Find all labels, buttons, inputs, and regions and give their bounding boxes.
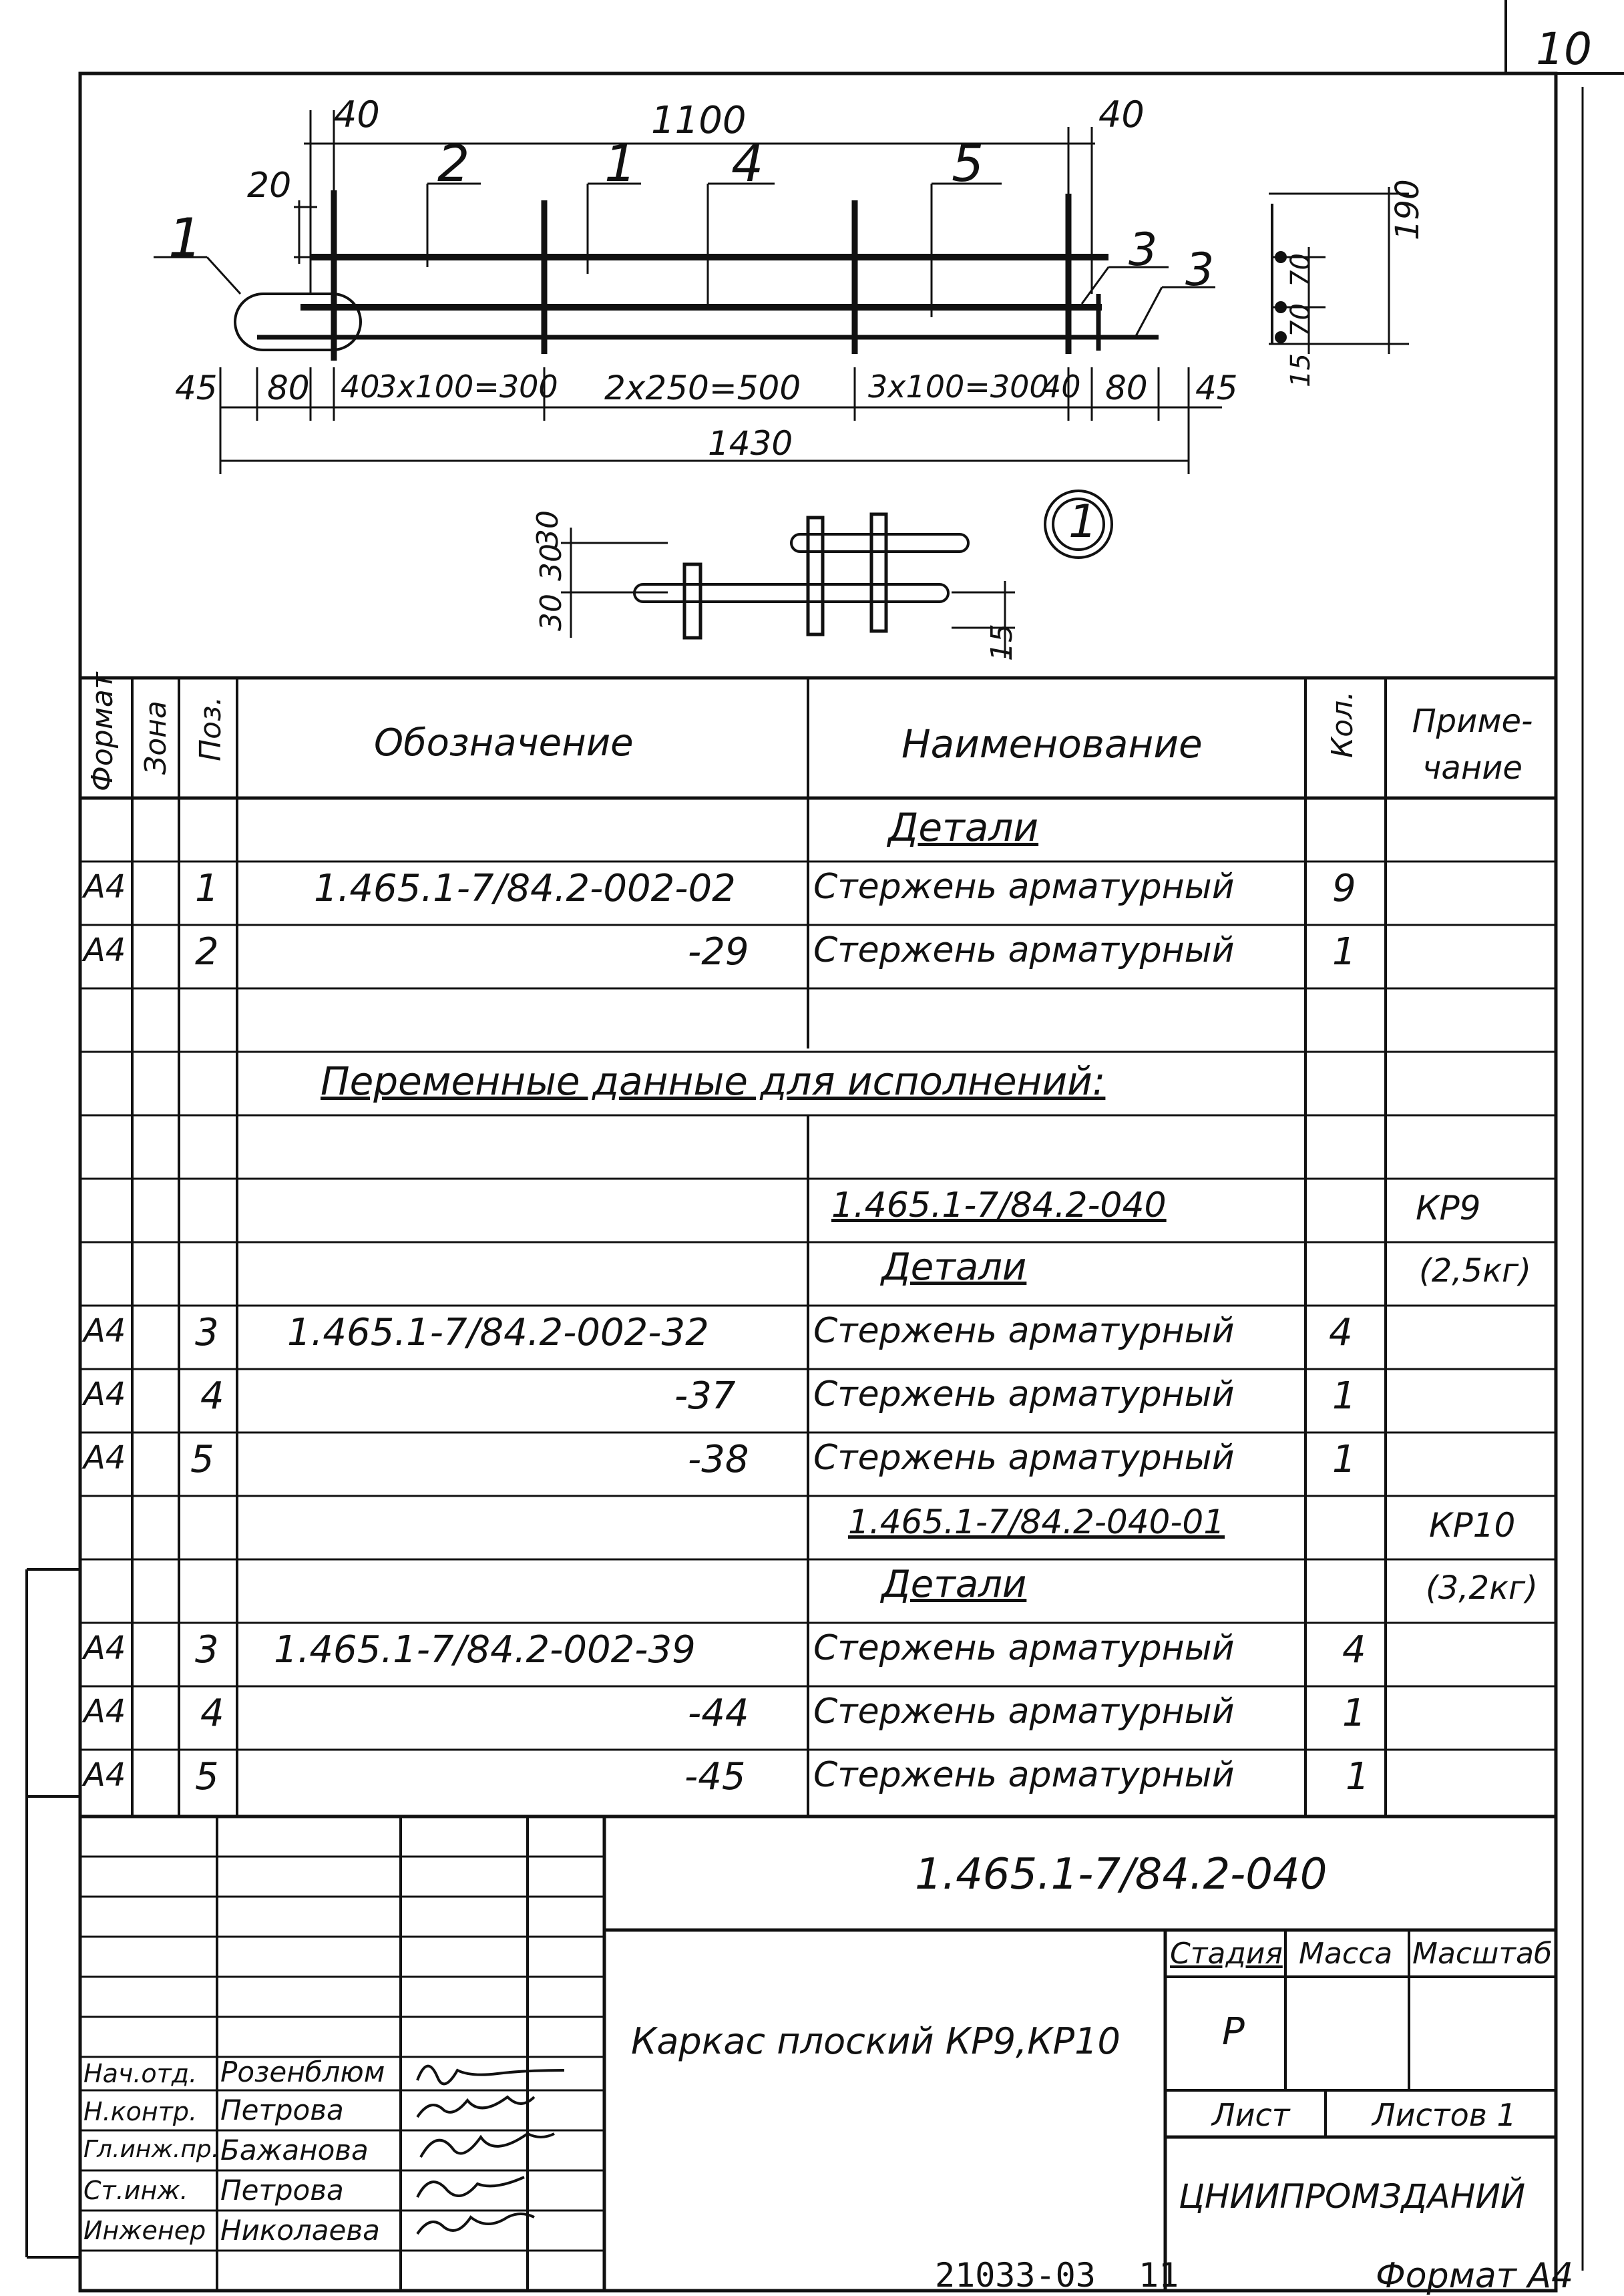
row-0-name: Детали [888,805,1039,850]
dim-bottom-3x100-left: 3x100=300 [377,369,558,405]
row-15-name: Стержень арматурный [813,1755,1235,1795]
row-1-qty: 9 [1332,867,1356,910]
row-8-pos: 3 [195,1311,219,1354]
organization: ЦНИИПРОМЗДАНИЙ [1179,2177,1526,2216]
row-8-name: Стержень арматурный [813,1311,1235,1351]
stage-label: Стадия [1170,1937,1283,1971]
dim-bottom-2x250: 2x250=500 [604,369,801,407]
row-2-format: А4 [83,932,126,969]
bottom-page: 11 [1139,2256,1179,2295]
dim-bottom-80-left: 80 [267,369,310,407]
pos-callout-2: 2 [437,134,470,193]
header-pos: Поз. [194,696,228,761]
sheet-label: Лист [1212,2097,1290,2133]
drawing-title: Каркас плоский КР9,КР10 [631,2020,1121,2062]
row-2-designation: -29 [688,930,749,974]
signer-role-4: Ст.инж. [83,2176,188,2205]
row-8-designation: 1.465.1-7/84.2-002-32 [287,1311,709,1354]
header-note: Приме-чание [1412,703,1533,787]
row-1-pos: 1 [195,867,219,910]
row-8-format: А4 [83,1312,126,1350]
dim-left-offset: 20 [247,166,292,206]
format-label: Формат А4 [1376,2256,1574,2296]
section-dim-190: 190 [1389,179,1426,240]
row-13-pos: 3 [195,1628,219,1672]
sheet-number: 10 [1536,23,1592,75]
header-qty: Кол. [1326,691,1360,758]
row-11-name: 1.465.1-7/84.2-040-01 [848,1503,1225,1541]
dim-bottom-40-right: 40 [1042,369,1081,405]
row-9-format: А4 [83,1376,126,1413]
row-1-name: Стержень арматурный [813,867,1235,907]
dim-bottom-45-left: 45 [175,369,218,407]
row-2-qty: 1 [1332,930,1356,974]
row-7-name: Детали [881,1246,1027,1289]
signer-name-3: Бажанова [220,2134,369,2166]
doc-code: 1.465.1-7/84.2-040 [915,1850,1328,1899]
pos-callout-4: 4 [731,134,764,193]
row-2-name: Стержень арматурный [813,930,1235,970]
dim-bottom-3x100-right: 3x100=300 [868,369,1049,405]
node-dim-15: 15 [985,624,1019,661]
row-8-qty: 4 [1329,1311,1353,1354]
row-13-designation: 1.465.1-7/84.2-002-39 [274,1628,696,1672]
signer-name-1: Розенблюм [220,2056,385,2088]
row-9-designation: -37 [674,1374,736,1418]
scale-label: Масштаб [1412,1937,1553,1971]
row-14-name: Стержень арматурный [813,1692,1235,1732]
row-6-note: КР9 [1416,1189,1481,1227]
row-15-pos: 5 [195,1755,219,1798]
section-dim-70a: 70 [1285,253,1316,287]
header-zone: Зона [139,701,173,775]
row-9-name: Стержень арматурный [813,1374,1235,1414]
dim-bottom-40-left: 40 [341,369,380,405]
row-15-format: А4 [83,1756,126,1794]
dim-top-left: 40 [334,93,380,136]
signer-name-4: Петрова [220,2174,344,2207]
pos-callout-5: 5 [952,134,984,193]
row-11-note: КР10 [1429,1506,1516,1545]
signer-role-2: Н.контр. [83,2097,198,2126]
dim-top-main: 1100 [651,99,747,142]
signer-role-1: Нач.отд. [83,2059,198,2088]
node-mark: 1 [1068,496,1098,548]
row-13-name: Стержень арматурный [813,1628,1235,1668]
dim-top-right: 40 [1098,93,1145,136]
row-7-note: (2,5кг) [1419,1252,1531,1290]
row-6-name: 1.465.1-7/84.2-040 [831,1185,1167,1225]
header-format: Формат [85,672,120,791]
row-15-qty: 1 [1346,1755,1370,1798]
row-9-qty: 1 [1332,1374,1356,1418]
dim-total: 1430 [708,424,793,463]
section-dim-15: 15 [1285,353,1316,387]
row-12-name: Детали [881,1563,1027,1606]
signer-name-5: Николаева [220,2214,380,2247]
signer-name-2: Петрова [220,2094,344,2126]
row-2-pos: 2 [195,930,219,974]
row-10-format: А4 [83,1439,126,1477]
stage-value: Р [1222,2010,1245,2054]
row-1-format: А4 [83,868,126,906]
bottom-code: 21033-03 [935,2256,1096,2295]
row-4-designation: Переменные данные для исполнений: [321,1059,1106,1104]
row-1-designation: 1.465.1-7/84.2-002-02 [314,867,736,910]
section-dim-70b: 70 [1285,303,1316,337]
row-15-designation: -45 [684,1755,746,1798]
row-10-qty: 1 [1332,1438,1356,1481]
row-10-pos: 5 [190,1438,214,1481]
row-12-note: (3,2кг) [1426,1569,1538,1607]
row-13-format: А4 [83,1630,126,1667]
row-10-designation: -38 [688,1438,749,1481]
row-9-pos: 4 [200,1374,224,1418]
mass-label: Масса [1299,1937,1393,1971]
row-14-pos: 4 [200,1692,224,1735]
node-dim-30b: 30 [534,594,568,631]
signer-role-3: Гл.инж.пр. [83,2136,220,2163]
header-designation: Обозначение [374,721,634,765]
pos-callout-3a: 3 [1129,224,1158,276]
pos-callout-3b: 3 [1185,244,1215,297]
row-13-qty: 4 [1342,1628,1366,1672]
sheets-label: Листов 1 [1372,2097,1516,2133]
row-14-qty: 1 [1342,1692,1366,1735]
row-14-format: А4 [83,1693,126,1730]
node-dim-30c: 30 [531,510,565,548]
pos-callout-1b: 1 [604,134,637,193]
row-14-designation: -44 [688,1692,749,1735]
row-10-name: Стержень арматурный [813,1438,1235,1478]
pos-callout-1: 1 [168,207,202,269]
header-name: Наименование [901,721,1203,767]
dim-bottom-80-right: 80 [1105,369,1148,407]
node-dim-30a: 30 [534,544,568,581]
dim-bottom-45-right: 45 [1195,369,1238,407]
signer-role-5: Инженер [83,2216,206,2245]
